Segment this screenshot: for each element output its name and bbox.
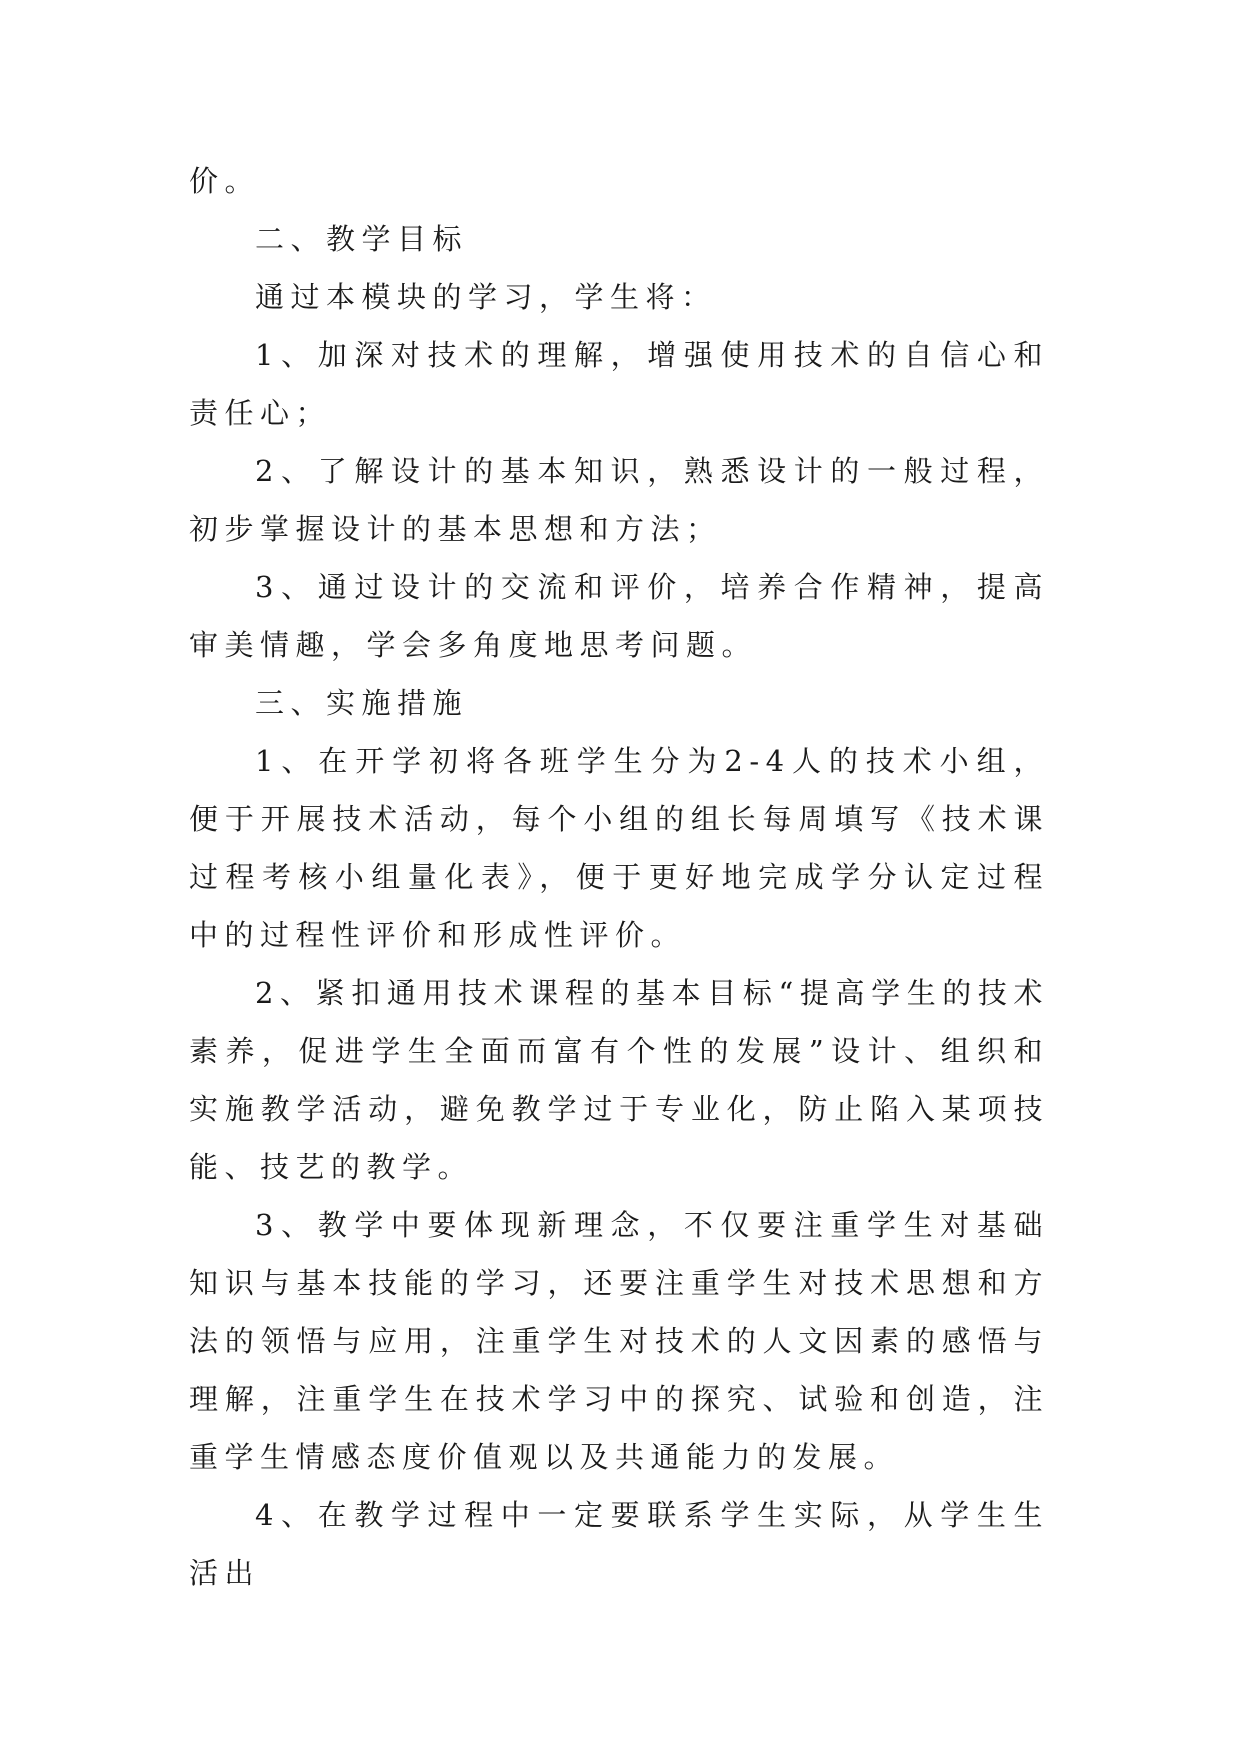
section-heading-teaching-goals: 二、教学目标 xyxy=(255,222,469,256)
goal-item-3: 3、通过设计的交流和评价，培养合作精神，提高审美情趣，学会多角度地思考问题。 xyxy=(189,570,1049,662)
goal-item-2: 2、了解设计的基本知识，熟悉设计的一般过程，初步掌握设计的基本思想和方法； xyxy=(189,454,1049,546)
measure-item-1: 1、在开学初将各班学生分为2-4人的技术小组，便于开展技术活动，每个小组的组长每周填写《技术课过程考核小组量化表》，便于更好地完成学分认定过程中的过程性评价和形成性评价。 xyxy=(189,744,1049,952)
measure-item-2: 2、紧扣通用技术课程的基本目标“提高学生的技术素养，促进学生全面而富有个性的发展”设计、组织和实施教学活动，避免教学过于专业化，防止陷入某项技能、技艺的教学。 xyxy=(189,976,1049,1184)
paragraph-intro: 通过本模块的学习，学生将： xyxy=(255,280,717,314)
goal-item-1: 1、加深对技术的理解，增强使用技术的自信心和责任心； xyxy=(189,338,1049,430)
section-heading-measures: 三、实施措施 xyxy=(255,686,469,720)
document-body xyxy=(189,152,1049,1602)
measure-item-3: 3、教学中要体现新理念，不仅要注重学生对基础知识与基本技能的学习，还要注重学生对技术思想和方法的领悟与应用，注重学生对技术的人文因素的感悟与理解，注重学生在技术学习中的探究、试验和创造，注重学生情感态度价值观以及共通能力的发展。 xyxy=(189,1208,1049,1474)
measure-item-4: 4、在教学过程中一定要联系学生实际，从学生生活出 xyxy=(189,1498,1049,1590)
paragraph-continuation: 价。 xyxy=(189,164,261,198)
